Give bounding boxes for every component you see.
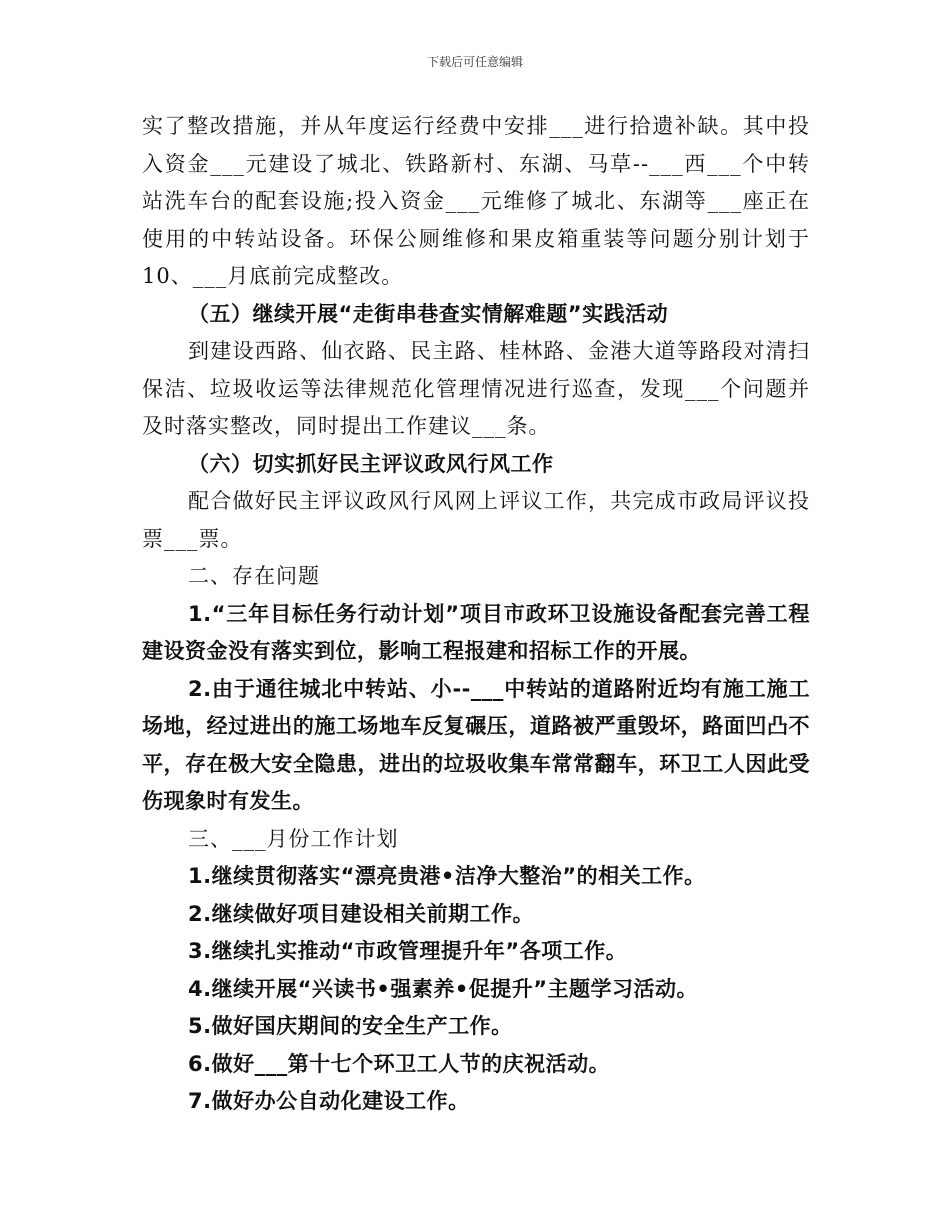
section-heading-plan: 三、___月份工作计划 xyxy=(188,826,399,851)
section-heading-six: （六）切实抓好民主评议政风行风工作 xyxy=(188,451,554,476)
section-heading-problems: 二、存在问题 xyxy=(188,564,320,588)
page-header: 下载后可任意编辑 xyxy=(426,55,523,69)
document-body xyxy=(142,108,810,1121)
plan-item-6: 6.做好___第十七个环卫工人节的庆祝活动。 xyxy=(188,1051,611,1076)
paragraph-evaluation: 配合做好民主评议政风行风网上评议工作，共完成市政局评议投票___票。 xyxy=(142,489,810,551)
problem-item-1: 1.“三年目标任务行动计划”项目市政环卫设施设备配套完善工程建设资金没有落实到位，影响工程报建和招标工作的开展。 xyxy=(142,601,810,663)
problem-item-2: 2.由于通往城北中转站、小--___中转站的道路附近均有施工施工场地，经过进出的施工场地车反复碾压，道路被严重毁坏，路面凹凸不平，存在极大安全隐患，进出的垃圾收集车常常翻车，环卫工人因此受伤现象时有发生。 xyxy=(142,676,810,813)
plan-item-3: 3.继续扎实推动“市政管理提升年”各项工作。 xyxy=(188,939,628,963)
section-heading-five: （五）继续开展“走街串巷查实情解难题”实践活动 xyxy=(188,301,669,326)
plan-item-7: 7.做好办公自动化建设工作。 xyxy=(188,1089,470,1113)
plan-item-5: 5.做好国庆期间的安全生产工作。 xyxy=(188,1014,513,1038)
plan-item-2: 2.继续做好项目建设相关前期工作。 xyxy=(188,901,535,926)
paragraph-inspection: 到建设西路、仙衣路、民主路、桂林路、金港大道等路段对清扫保洁、垃圾收运等法律规范化管理情况进行巡查，发现___个问题并及时落实整改，同时提出工作建议___条。 xyxy=(142,339,810,438)
plan-item-1: 1.继续贯彻落实“漂亮贵港•洁净大整治”的相关工作。 xyxy=(188,864,706,888)
plan-item-4: 4.继续开展“兴读书•强素养•促提升”主题学习活动。 xyxy=(188,976,699,1001)
paragraph-rectification-funds: 实了整改措施，并从年度运行经费中安排___进行拾遗补缺。其中投入资金___元建设了城北、铁路新村、东湖、马草--___西___个中转站洗车台的配套设施;投入资金___元维修了城北、东湖等___座正在使用的中转站设备。环保公厕维修和果皮箱重装等问题分别计划于10、___月底前完成整改。 xyxy=(142,114,810,288)
